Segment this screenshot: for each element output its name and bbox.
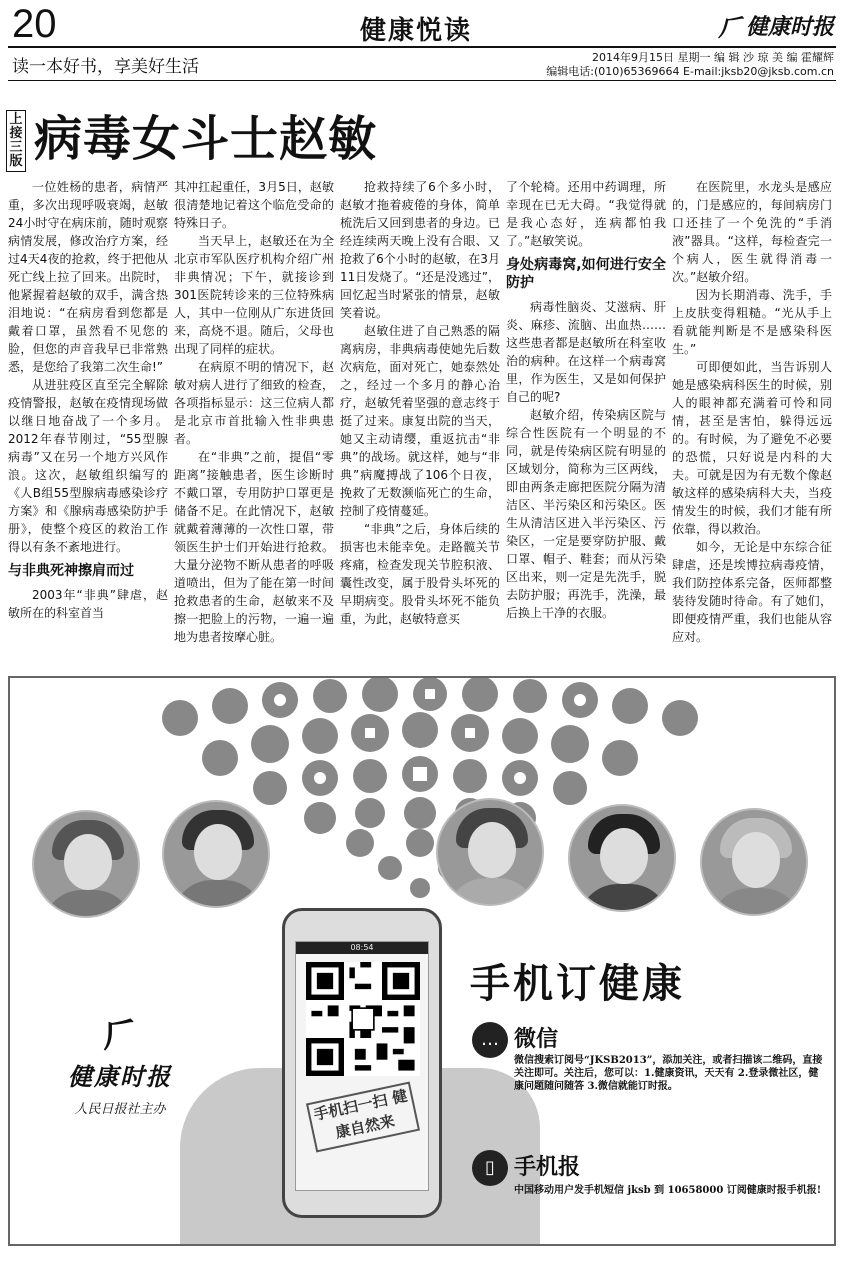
subscription-ad	[8, 676, 836, 1246]
paragraph: 赵敏介绍，传染病区院与综合性医院有一个明显的不同，就是传染病区院有明显的区域划分，简称为三区两线，即由两条走廊把医院分隔为清洁区、半污染区和污染区。医生从清洁区进入半污染区、污染区，一定是要穿防护服、戴口罩、帽子、鞋套；而从污染区出来，则一定是先洗手，脱去防护服；再洗手，洗澡，最后换上干净的衣服。	[506, 408, 666, 620]
page-number: 20	[12, 2, 57, 46]
article-column-4	[506, 178, 666, 666]
ad-logo-mark: 𠂆	[103, 1016, 137, 1056]
ad-title: 手机订健康	[470, 960, 685, 1007]
paragraph: 在医院里，水龙头是感应的，门是感应的，每间病房门口还挂了一个免洗的“手消液”器具。“这样，每检查完一个病人，医生就得消毒一次。”赵敏介绍。	[672, 180, 832, 284]
ad-logo-name: 健康时报	[68, 1062, 172, 1091]
avatar-man	[568, 804, 676, 912]
article-headline: 病毒女斗士赵敏	[34, 111, 378, 167]
paragraph: 当天早上，赵敏还在为全北京市军队医疗机构介绍广州非典情况；下午，就接诊到301医院转诊来的三位特殊病人，其中一位刚从广东进货回来，高烧不退。随后，父母也出现了同样的症状。	[174, 234, 334, 356]
paragraph: 因为长期消毒、洗手，手上皮肤变得粗糙。“光从手上看就能判断是不是感染科医生。”	[672, 288, 832, 356]
mobile-label: 手机报	[514, 1154, 581, 1180]
article-body	[8, 178, 836, 666]
phone-icon: ▯	[472, 1150, 508, 1186]
section-title: 健康悦读	[360, 16, 473, 46]
paragraph: 在病原不明的情况下，赵敏对病人进行了细致的检查，各项指标显示：这三位病人都是北京市首批输入性非典患者。	[174, 360, 334, 446]
paragraph: 一位姓杨的患者，病情严重，多次出现呼吸衰竭，赵敏24小时守在病床前，随时观察病情发展，修改治疗方案，经过4天4夜的抢救，终于把他从死亡线上拉了回来。出院时，他紧握着赵敏的双手，满含热泪地说：“在病房看到您都是戴着口罩，虽然看不见您的脸，但您的声音我早已非常熟悉，是您给了我第二次生命!”	[8, 180, 168, 374]
subheading: 与非典死神擦肩而过	[8, 563, 134, 579]
article-column-1	[8, 178, 168, 666]
phone-graphic	[282, 908, 442, 1218]
article-column-2	[174, 178, 334, 666]
paragraph: 赵敏住进了自己熟悉的隔离病房，非典病毒使她先后数次病危，面对死亡，她泰然处之，经过一个多月的静心治疗，赵敏凭着坚强的意志终于挺了过来。康复出院的当天，她又主动请缨，重返抗击“非典”的战场。就这样，她与“非典”病魔搏战了106个日夜，挽救了无数濒临死亡的生命，控制了疫情蔓延。	[340, 324, 500, 518]
avatar-elderly-couple	[700, 808, 808, 916]
slogan: 读一本好书，享美好生活	[12, 57, 199, 77]
weixin-label: 微信	[514, 1026, 559, 1052]
paragraph: 从进驻疫区直至完全解除疫情警报，赵敏在疫情现场做以继日地奋战了一个多月。2012年春节刚过，“55型腺病毒”又在另一个地方兴风作浪。这次，赵敏组织编写的《人B组55型腺病毒感染诊疗方案》和《腺病毒感染防护手册》，使整个疫区的救治工作得以有条不紊地进行。	[8, 378, 168, 554]
continued-ribbon: 上接三版	[6, 110, 26, 172]
subheading: 身处病毒窝,如何进行安全防护	[506, 257, 666, 291]
paragraph: “非典”之后，身体后续的损害也未能幸免。走路髋关节疼痛，检查发现关节腔积液、囊性改变，属于股骨头坏死的早期病变。股骨头坏死不能负重，为此，赵敏特意买	[340, 522, 500, 626]
paragraph: 了个轮椅。还用中药调理，所幸现在已无大碍。“我觉得就是我心态好，连病都怕我了。”赵敏笑说。	[506, 180, 666, 248]
qr-code[interactable]	[306, 962, 420, 1076]
paragraph: 在“非典”之前，提倡“零距离”接触患者，医生诊断时不戴口罩，专用防护口罩更是储备不足。在此情况下，赵敏就戴着薄薄的一次性口罩，带领医生护士们开始进行抢救。大量分泌物不断从患者的呼吸道喷出，但为了能在第一时间抢救患者的生命，赵敏来不及擦一把脸上的污物，一遍一遍地为患者按摩心脏。	[174, 450, 334, 644]
article-column-5	[672, 178, 832, 666]
paragraph: 可即便如此，当告诉别人她是感染病科医生的时候，别人的眼神都充满着可怜和同情，甚至是害怕，躲得远远的。有时候，为了避免不必要的恐慌，只好说是内科的大夫。可就是因为有无数个像赵敏这样的感染病科大夫，当疫情发生的时候，我们才能有所依靠，得以救治。	[672, 360, 832, 536]
ad-sponsor: 人民日报社主办	[74, 1102, 166, 1117]
article-column-3	[340, 178, 500, 666]
avatar-woman	[436, 798, 544, 906]
header-rule-bottom	[8, 80, 836, 81]
masthead-logo	[718, 8, 834, 43]
avatar-baby	[32, 810, 140, 918]
ad-logo	[50, 1008, 190, 1117]
header-rule	[8, 46, 836, 48]
paragraph: 2003年“非典”肆虐，赵敏所在的科室首当	[8, 588, 168, 620]
masthead-logo-name: 健康时报	[745, 14, 834, 40]
phone-status-bar: 08:54	[296, 942, 428, 954]
issue-meta-line1: 2014年9月15日 星期一 编 辑 沙 琼 美 编 霍耀辉	[592, 51, 834, 64]
paragraph: 抢救持续了6个多小时，赵敏才拖着疲倦的身体，简单梳洗后又回到患者的身边。已经连续两天晚上没有合眼、又抢救了6个小时的赵敏，在3月11日发烧了。“还是没逃过”，回忆起当时紧张的情景，赵敏笑着说。	[340, 180, 500, 320]
issue-meta-line2: 编辑电话:(010)65369664 E-mail:jksb20@jksb.com.cn	[546, 65, 834, 78]
avatar-girl	[162, 800, 270, 908]
scan-stamp: 手机扫一扫 健康自然来	[306, 1082, 420, 1153]
mobile-instructions: 中国移动用户发手机短信 jksb 到 10658000 订阅健康时报手机报!	[514, 1185, 822, 1196]
masthead-logo-mark: 𠂆	[717, 13, 742, 42]
phone-screen	[295, 941, 429, 1191]
paragraph: 如今，无论是中东综合征肆虐，还是埃博拉病毒疫情，我们防控体系完备，医师都整装待发随时待命。有了她们，即便疫情严重，我们也能从容应对。	[672, 540, 832, 644]
paragraph: 病毒性脑炎、艾滋病、肝炎、麻疹、流脑、出血热……这些患者都是赵敏所在科室收治的病种。在这样一个病毒窝里，作为医生，又是如何保护自己的呢?	[506, 300, 666, 404]
weixin-instructions: 微信搜索订阅号“JKSB2013”，添加关注，或者扫描该二维码，直接关注即可。关注后，您可以：1.健康资讯，天天有 2.登录微社区，健康问题随问随答 3.微信就能订时报。	[514, 1055, 823, 1092]
paragraph: 其冲扛起重任，3月5日，赵敏很清楚地记着这个临危受命的特殊日子。	[174, 180, 334, 230]
chat-bubble-icon: …	[472, 1022, 508, 1058]
